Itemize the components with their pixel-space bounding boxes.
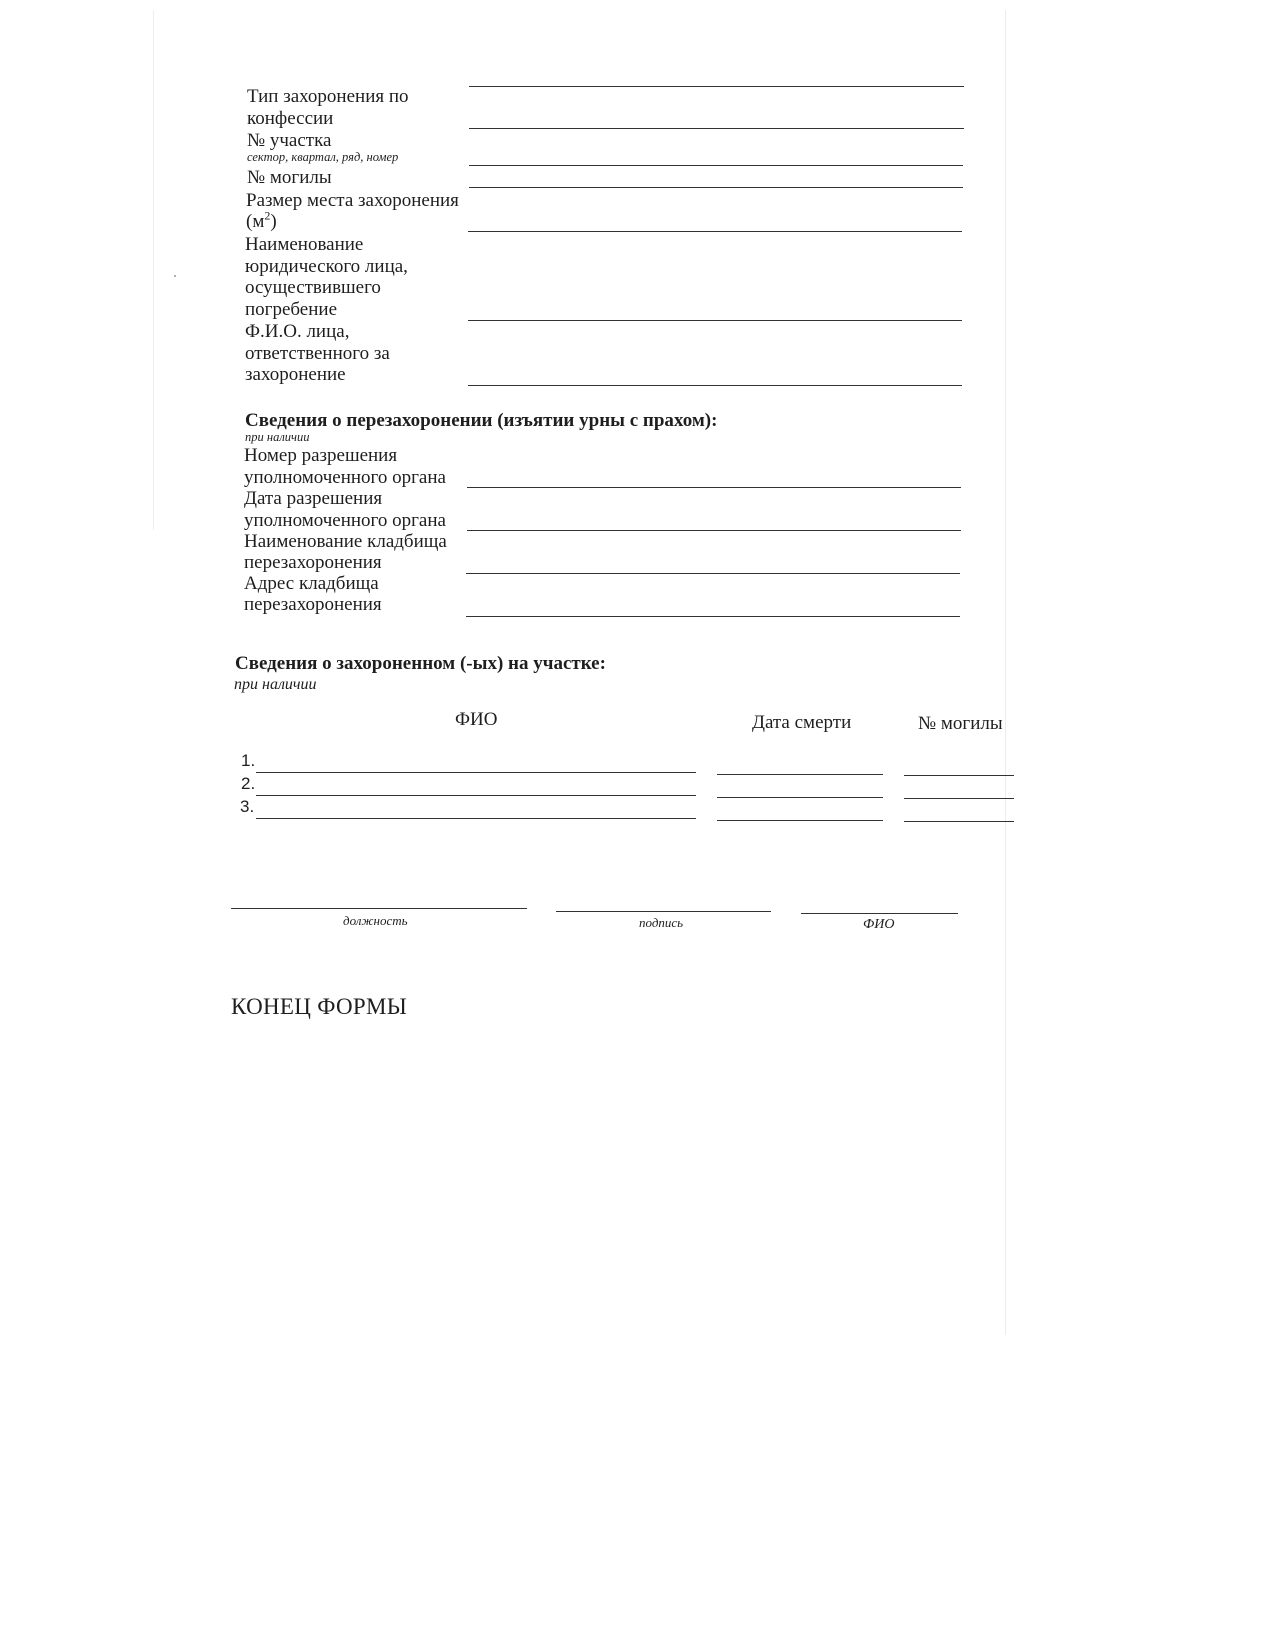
column-header-grave: № могилы [918, 713, 1003, 734]
cemetery-address-label-line-1: Адрес кладбища [244, 573, 379, 594]
permit-date-label-line-2: уполномоченного органа [244, 510, 446, 531]
legal-entity-label-line-2: юридического лица, [245, 256, 408, 277]
permit-date-fill-line[interactable] [467, 530, 961, 531]
buried-section-title: Сведения о захороненном (-ых) на участке: [235, 653, 606, 674]
responsible-label-line-1: Ф.И.О. лица, [245, 321, 350, 342]
row-2-name-line[interactable] [256, 795, 696, 796]
column-header-death-date: Дата смерти [752, 712, 852, 733]
row-2-death-date-line[interactable] [717, 797, 883, 798]
permit-number-label-line-1: Номер разрешения [244, 445, 398, 466]
row-3-death-date-line[interactable] [717, 820, 883, 821]
confession-label-line-1: Тип захоронения по [247, 86, 409, 107]
responsible-fill-line[interactable] [468, 385, 962, 386]
size-label-line-1: Размер места захоронения [246, 190, 459, 211]
legal-entity-label-line-3: осуществившего [245, 277, 381, 298]
top-fill-line[interactable] [469, 86, 964, 87]
cemetery-name-label-line-2: перезахоронения [244, 552, 382, 573]
plot-label: № участка [247, 130, 332, 151]
row-1-name-line[interactable] [256, 772, 696, 773]
row-3-grave-line[interactable] [904, 821, 1014, 822]
name-caption: ФИО [863, 917, 895, 932]
responsible-label-line-2: ответственного за [245, 343, 390, 364]
confession-fill-line[interactable] [469, 128, 964, 129]
scan-edge-right [1005, 10, 1006, 1335]
cemetery-address-fill-line[interactable] [466, 616, 960, 617]
legal-entity-fill-line[interactable] [468, 320, 962, 321]
permit-number-fill-line[interactable] [467, 487, 961, 488]
column-header-name: ФИО [455, 709, 498, 730]
reburial-hint: при наличии [245, 430, 310, 444]
size-fill-line[interactable] [468, 231, 962, 232]
scan-speck [174, 275, 176, 277]
grave-fill-line[interactable] [469, 187, 963, 188]
row-number: 3. [240, 797, 255, 816]
row-3-name-line[interactable] [256, 818, 696, 819]
scan-edge-left [153, 10, 154, 530]
cemetery-address-label-line-2: перезахоронения [244, 594, 382, 615]
confession-label-line-2: конфессии [247, 108, 334, 129]
row-1-grave-line[interactable] [904, 775, 1014, 776]
end-of-form-text: КОНЕЦ ФОРМЫ [231, 994, 408, 1019]
reburial-section-title: Сведения о перезахоронении (изъятии урны с прахом): [245, 410, 718, 431]
row-number: 1. [241, 751, 256, 770]
permit-number-label-line-2: уполномоченного органа [244, 467, 446, 488]
legal-entity-label-line-4: погребение [245, 299, 338, 320]
row-2-grave-line[interactable] [904, 798, 1014, 799]
responsible-label-line-3: захоронение [245, 364, 346, 385]
grave-label: № могилы [247, 167, 332, 188]
cemetery-name-label-line-1: Наименование кладбища [244, 531, 447, 552]
signature-caption: подпись [639, 915, 684, 930]
plot-hint: сектор, квартал, ряд, номер [247, 150, 399, 164]
buried-hint: при наличии [234, 676, 317, 693]
cemetery-name-fill-line[interactable] [466, 573, 960, 574]
plot-fill-line[interactable] [469, 165, 963, 166]
row-number: 2. [241, 774, 256, 793]
position-caption: должность [343, 913, 408, 928]
permit-date-label-line-1: Дата разрешения [244, 488, 383, 509]
size-label-line-2: $(м^2)$ [246, 208, 277, 232]
row-1-death-date-line[interactable] [717, 774, 883, 775]
legal-entity-label-line-1: Наименование [245, 234, 364, 255]
